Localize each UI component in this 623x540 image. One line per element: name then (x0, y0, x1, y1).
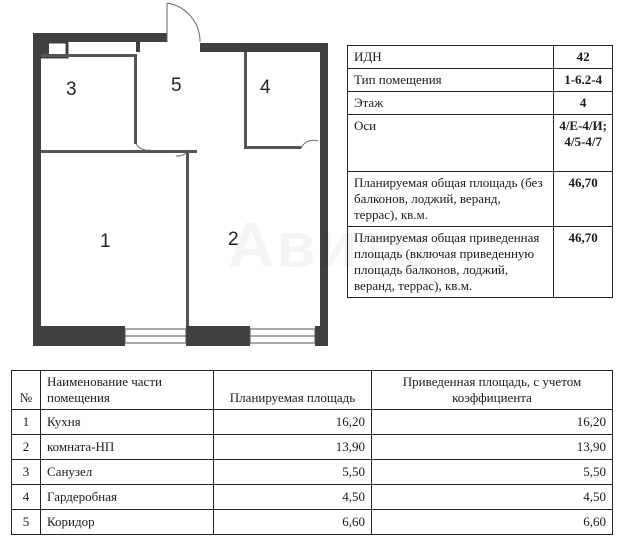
table-row (12, 485, 613, 510)
property-value: 46,70 (554, 227, 613, 298)
property-row (348, 92, 613, 115)
property-row (348, 227, 613, 298)
row-reduced-area: 4,50 (372, 485, 613, 510)
property-label: Планируемая общая площадь (без балконов, лоджий, веранд, террас), кв.м. (348, 172, 554, 227)
property-value: 4 (554, 92, 613, 115)
row-reduced-area: 6,60 (372, 510, 613, 535)
property-row (348, 172, 613, 227)
row-number: 2 (12, 435, 41, 460)
rooms-area-table (11, 370, 613, 535)
property-label: Планируемая общая приведенная площадь (включая приведенную площадь балконов, лоджий, веранд, террас), кв.м. (348, 227, 554, 298)
row-name: Гардеробная (41, 485, 214, 510)
table-row (12, 510, 613, 535)
room-label-3: 3 (66, 79, 77, 100)
row-reduced-area: 13,90 (372, 435, 613, 460)
row-area: 6,60 (214, 510, 372, 535)
row-area: 5,50 (214, 460, 372, 485)
room-label-1: 1 (100, 231, 111, 252)
header-reduced-area: Приведенная площадь, с учетом коэффициента (372, 371, 613, 410)
table-row (12, 435, 613, 460)
property-value: 42 (554, 46, 613, 69)
row-number: 3 (12, 460, 41, 485)
room-label-2: 2 (228, 229, 239, 250)
row-name: Кухня (41, 410, 214, 435)
room-label-5: 5 (171, 75, 182, 96)
row-number: 4 (12, 485, 41, 510)
table-row (12, 410, 613, 435)
property-row (348, 46, 613, 69)
header-area: Планируемая площадь (214, 371, 372, 410)
property-value: 4/Е-4/И; 4/5-4/7 (554, 115, 613, 172)
property-label: Этаж (348, 92, 554, 115)
header-number: № (12, 371, 41, 410)
row-number: 1 (12, 410, 41, 435)
floor-plan (0, 0, 340, 360)
property-row (348, 69, 613, 92)
entrance-door (167, 3, 200, 42)
row-name: комната-НП (41, 435, 214, 460)
row-reduced-area: 16,20 (372, 410, 613, 435)
row-name: Санузел (41, 460, 214, 485)
row-area: 16,20 (214, 410, 372, 435)
row-number: 5 (12, 510, 41, 535)
room-label-4: 4 (260, 77, 271, 98)
table-header-row (12, 371, 613, 410)
property-value: 1-6.2-4 (554, 69, 613, 92)
header-name: Наименование части помещения (41, 371, 214, 410)
property-value: 46,70 (554, 172, 613, 227)
apartment-properties-table (347, 45, 613, 298)
property-row (348, 115, 613, 172)
row-area: 13,90 (214, 435, 372, 460)
property-label: ИДН (348, 46, 554, 69)
table-row (12, 460, 613, 485)
property-label: Оси (348, 115, 554, 172)
row-name: Коридор (41, 510, 214, 535)
row-reduced-area: 5,50 (372, 460, 613, 485)
property-label: Тип помещения (348, 69, 554, 92)
row-area: 4,50 (214, 485, 372, 510)
